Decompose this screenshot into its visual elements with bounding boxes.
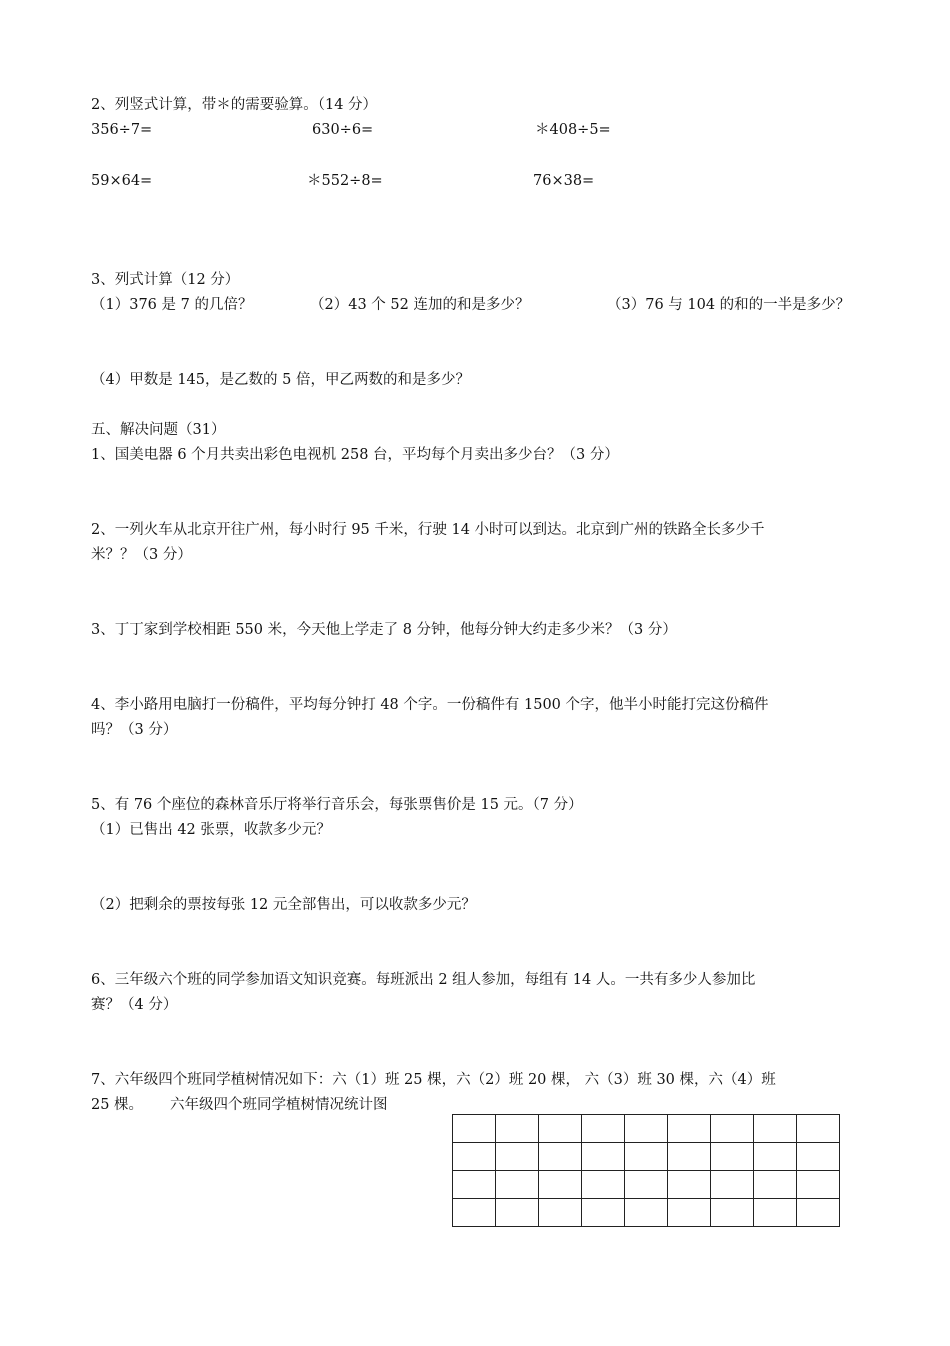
grid-row bbox=[453, 1199, 840, 1227]
blank-chart-grid bbox=[452, 1114, 840, 1227]
q3-part4: （4）甲数是 145，是乙数的 5 倍，甲乙两数的和是多少？ bbox=[91, 372, 470, 388]
grid-row bbox=[453, 1171, 840, 1199]
grid-cell bbox=[754, 1171, 797, 1199]
s5-question-7-line1: 7、六年级四个班同学植树情况如下：六（1）班 25 棵，六（2）班 20 棵， 六（3）班 30 棵，六（4）班 bbox=[91, 1072, 776, 1088]
section5-title: 五、解决问题（31） bbox=[91, 422, 226, 438]
grid-cell bbox=[625, 1115, 668, 1143]
grid-cell bbox=[582, 1171, 625, 1199]
grid-cell bbox=[582, 1115, 625, 1143]
grid-cell bbox=[496, 1143, 539, 1171]
grid-cell bbox=[668, 1171, 711, 1199]
grid-cell bbox=[797, 1199, 840, 1227]
grid-cell bbox=[711, 1199, 754, 1227]
s5-question-5-part1: （1）已售出 42 张票，收款多少元？ bbox=[91, 822, 331, 838]
grid-cell bbox=[582, 1143, 625, 1171]
s5-question-4-line1: 4、李小路用电脑打一份稿件，平均每分钟打 48 个字。一份稿件有 1500 个字，他半小时能打完这份稿件 bbox=[91, 697, 769, 713]
grid-cell bbox=[453, 1171, 496, 1199]
grid-cell bbox=[754, 1143, 797, 1171]
grid-cell bbox=[539, 1115, 582, 1143]
grid-cell bbox=[625, 1143, 668, 1171]
grid-cell bbox=[711, 1115, 754, 1143]
grid-cell bbox=[539, 1171, 582, 1199]
grid-cell bbox=[711, 1171, 754, 1199]
s5-question-5-part2: （2）把剩余的票按每张 12 元全部售出，可以收款多少元？ bbox=[91, 897, 476, 913]
grid-cell bbox=[797, 1115, 840, 1143]
grid-cell bbox=[496, 1171, 539, 1199]
grid-cell bbox=[496, 1199, 539, 1227]
grid-cell bbox=[797, 1171, 840, 1199]
grid-row bbox=[453, 1143, 840, 1171]
s5-question-6-line2: 赛？（4 分） bbox=[91, 997, 178, 1013]
grid-cell bbox=[453, 1143, 496, 1171]
grid-cell bbox=[797, 1143, 840, 1171]
grid-cell bbox=[754, 1199, 797, 1227]
q3-title: 3、列式计算（12 分） bbox=[91, 272, 240, 288]
grid-cell bbox=[754, 1115, 797, 1143]
s5-question-3: 3、丁丁家到学校相距 550 米，今天他上学走了 8 分钟，他每分钟大约走多少米？（3 分） bbox=[91, 622, 677, 638]
grid-cell bbox=[711, 1143, 754, 1171]
q3-part2: （2）43 个 52 连加的和是多少？ bbox=[310, 297, 530, 313]
q3-part1: （1）376 是 7 的几倍？ bbox=[91, 297, 253, 313]
grid-cell bbox=[496, 1115, 539, 1143]
s5-question-2-line1: 2、一列火车从北京开往广州，每小时行 95 千米，行驶 14 小时可以到达。北京到广州的铁路全长多少千 bbox=[91, 522, 765, 538]
expr-59-times-64: 59×64= bbox=[91, 173, 153, 189]
expr-408-div-5: ＊408÷5= bbox=[535, 122, 611, 138]
expr-630-div-6: 630÷6= bbox=[312, 122, 374, 138]
s5-question-6-line1: 6、三年级六个班的同学参加语文知识竞赛。每班派出 2 组人参加，每组有 14 人。一共有多少人参加比 bbox=[91, 972, 756, 988]
grid-cell bbox=[453, 1199, 496, 1227]
expr-76-times-38: 76×38= bbox=[533, 173, 595, 189]
s5-question-7-line2: 25 棵。 bbox=[91, 1097, 144, 1113]
grid-cell bbox=[539, 1143, 582, 1171]
grid-cell bbox=[582, 1199, 625, 1227]
expr-356-div-7: 356÷7= bbox=[91, 122, 153, 138]
grid-cell bbox=[668, 1199, 711, 1227]
grid-cell bbox=[668, 1143, 711, 1171]
s5-question-5-line1: 5、有 76 个座位的森林音乐厅将举行音乐会，每张票售价是 15 元。（7 分） bbox=[91, 797, 583, 813]
q3-part3: （3）76 与 104 的和的一半是多少？ bbox=[607, 297, 851, 313]
s5-question-4-line2: 吗？（3 分） bbox=[91, 722, 178, 738]
grid-cell bbox=[668, 1115, 711, 1143]
q2-title: 2、列竖式计算，带＊的需要验算。（14 分） bbox=[91, 97, 378, 113]
grid-cell bbox=[539, 1199, 582, 1227]
chart-title: 六年级四个班同学植树情况统计图 bbox=[170, 1097, 388, 1113]
expr-552-div-8: ＊552÷8= bbox=[307, 173, 383, 189]
s5-question-2-line2: 米？？（3 分） bbox=[91, 547, 192, 563]
grid-cell bbox=[625, 1171, 668, 1199]
grid-row bbox=[453, 1115, 840, 1143]
grid-cell bbox=[625, 1199, 668, 1227]
s5-question-1: 1、国美电器 6 个月共卖出彩色电视机 258 台，平均每个月卖出多少台？（3 分） bbox=[91, 447, 619, 463]
grid-cell bbox=[453, 1115, 496, 1143]
